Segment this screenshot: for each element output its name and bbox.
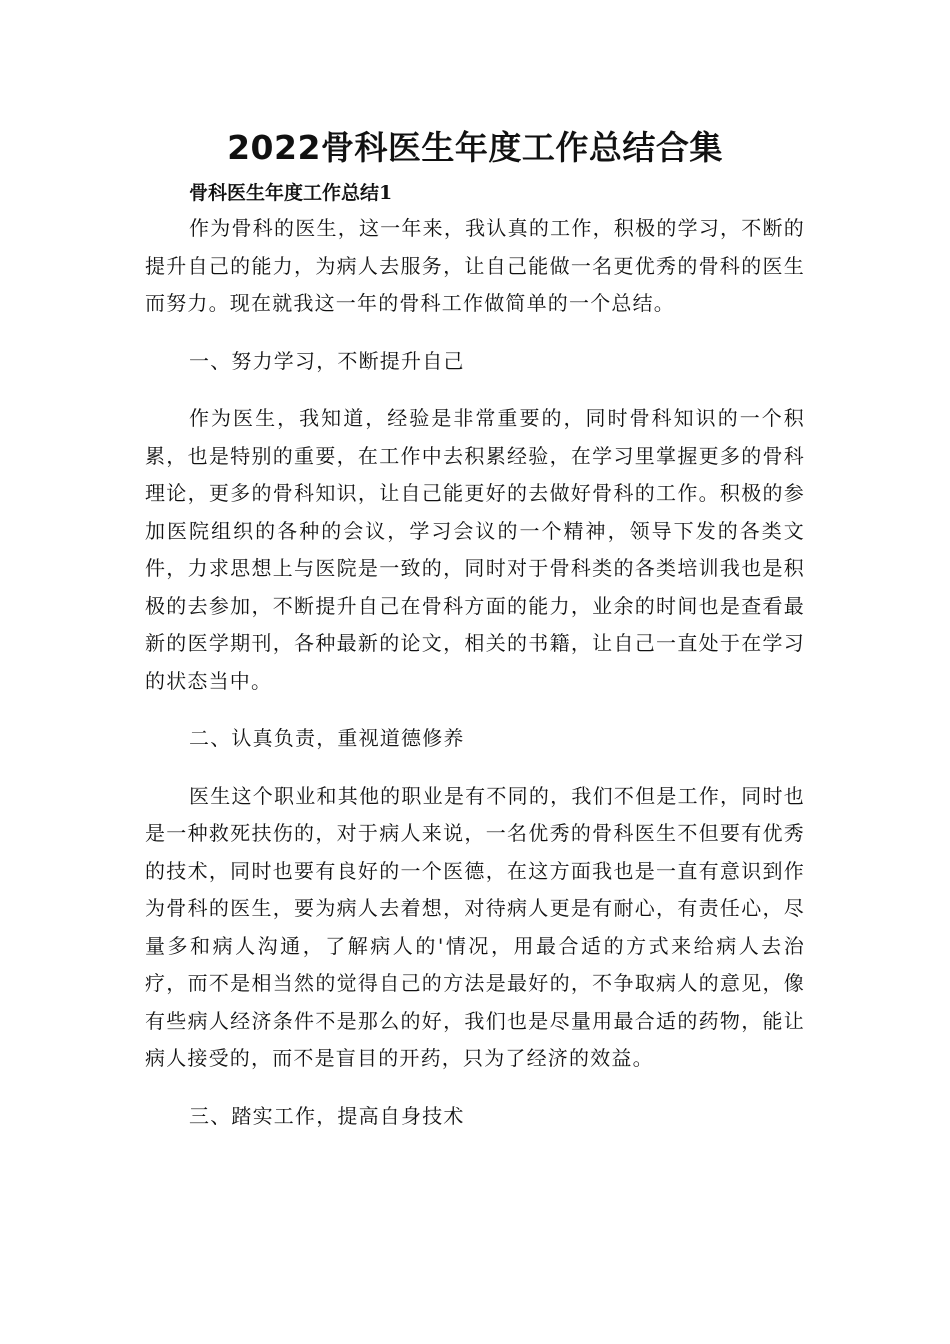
section-3-heading: 三、踏实工作，提高自身技术 — [189, 1103, 465, 1128]
spacer — [145, 758, 805, 778]
spacer — [145, 700, 805, 720]
intro-paragraph: 作为骨科的医生，这一年来，我认真的工作，积极的学习，不断的提升自己的能力，为病人去服务，让自己能做一名更优秀的骨科的医生而努力。现在就我这一年的骨科工作做简单的一个总结。 — [145, 216, 805, 315]
spacer — [145, 1078, 805, 1098]
section-2-heading: 二、认真负责，重视道德修养 — [189, 726, 465, 750]
document-title: 2022骨科医生年度工作总结合集 — [227, 128, 723, 167]
section-1-paragraph: 作为医生，我知道，经验是非常重要的，同时骨科知识的一个积累，也是特别的重要，在工作中去积累经验，在学习里掌握更多的骨科理论，更多的骨科知识，让自己能更好的去做好骨科的工作。积极的参加医院组织的各种的会议，学习会议的一个精神，领导下发的各类文件，力求思想上与医院是一致的，同时对于骨科类的各类培训我也是积极的去参加，不断提升自己在骨科方面的能力，业余的时间也是查看最新的医学期刊，各种最新的论文，相关的书籍，让自己一直处于在学习的状态当中。 — [145, 406, 805, 693]
spacer — [145, 380, 805, 400]
document-subtitle: 骨科医生年度工作总结1 — [189, 182, 393, 204]
spacer — [145, 323, 805, 343]
section-2-paragraph: 医生这个职业和其他的职业是有不同的，我们不但是工作，同时也是一种救死扶伤的，对于病人来说，一名优秀的骨科医生不但要有优秀的技术，同时也要有良好的一个医德，在这方面我也是一直有意识到作为骨科的医生，要为病人去着想，对待病人更是有耐心，有责任心，尽量多和病人沟通，了解病人的'情况，用最合适的方式来给病人去治疗，而不是相当然的觉得自己的方法是最好的，不争取病人的意见，像有些病人经济条件不是那么的好，我们也是尽量用最合适的药物，能让病人接受的，而不是盲目的开药，只为了经济的效益。 — [145, 783, 805, 1070]
document-page — [145, 110, 805, 1135]
section-1-heading: 一、努力学习，不断提升自己 — [189, 348, 465, 373]
